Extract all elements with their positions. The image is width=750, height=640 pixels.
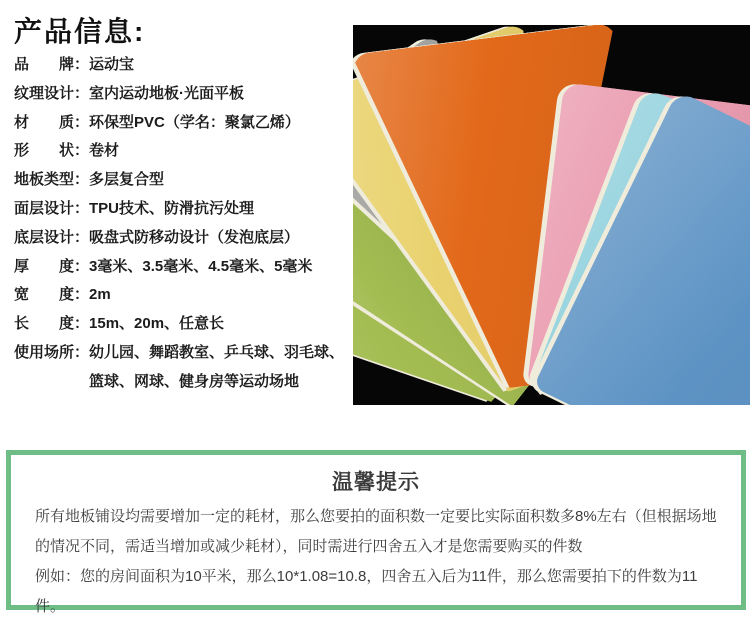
spec-row xyxy=(14,310,352,339)
spec-value: 15m、20m、任意长 xyxy=(89,315,225,333)
spec-label: 面层设计： xyxy=(14,199,90,217)
tips-box xyxy=(6,450,746,615)
product-spec-list xyxy=(14,51,352,397)
spec-value: 3毫米、3.5毫米、4.5毫米、5毫米 xyxy=(89,257,313,275)
spec-row xyxy=(14,281,352,310)
spec-value: 多层复合型 xyxy=(89,171,165,189)
spec-label: 长 度： xyxy=(14,315,90,333)
spec-row xyxy=(14,80,352,109)
spec-row xyxy=(14,253,352,282)
spec-row xyxy=(14,339,352,397)
spec-value: 卷材 xyxy=(89,142,120,160)
spec-value: 运动宝 xyxy=(89,56,135,73)
spec-row xyxy=(14,224,352,253)
spec-value: 室内运动地板·光面平板 xyxy=(89,84,245,102)
spec-label: 材 质： xyxy=(14,113,90,131)
product-info-title: 产品信息: xyxy=(14,16,146,47)
spec-value: 环保型PVC（学名：聚氯乙烯） xyxy=(89,113,300,131)
spec-label: 形 状： xyxy=(14,142,90,160)
spec-label: 底层设计： xyxy=(14,228,90,246)
spec-label: 品 牌： xyxy=(14,56,90,73)
spec-value: 2m xyxy=(89,286,111,304)
spec-label: 地板类型： xyxy=(14,171,90,189)
spec-label: 使用场所： xyxy=(14,343,90,361)
tips-paragraph: 例如：您的房间面积为10平米，那么10*1.08=10.8，四舍五入后为11件，那么您需要拍下的件数为11件。 xyxy=(35,568,698,615)
spec-row xyxy=(14,137,352,166)
spec-label: 宽 度： xyxy=(14,286,90,304)
product-photo xyxy=(353,25,750,405)
spec-value: 幼儿园、舞蹈教室、乒乓球、羽毛球、篮球、网球、健身房等运动场地 xyxy=(89,343,345,390)
spec-row xyxy=(14,195,352,224)
tips-title: 温馨提示 xyxy=(332,471,420,494)
spec-label: 厚 度： xyxy=(14,257,90,275)
spec-label: 纹理设计： xyxy=(14,84,90,102)
spec-row xyxy=(14,51,352,80)
spec-value: 吸盘式防移动设计（发泡底层） xyxy=(89,228,300,246)
spec-row xyxy=(14,166,352,195)
spec-row xyxy=(14,109,352,138)
spec-value: TPU技术、防滑抗污处理 xyxy=(89,199,255,217)
tips-body xyxy=(35,502,719,622)
tips-paragraph: 所有地板铺设均需要增加一定的耗材，那么您要拍的面积数一定要比实际面积数多8%左右（但根据场地的情况不同，需适当增加或减少耗材），同时需进行四舍五入才是您需要购买的件数 xyxy=(35,508,717,555)
